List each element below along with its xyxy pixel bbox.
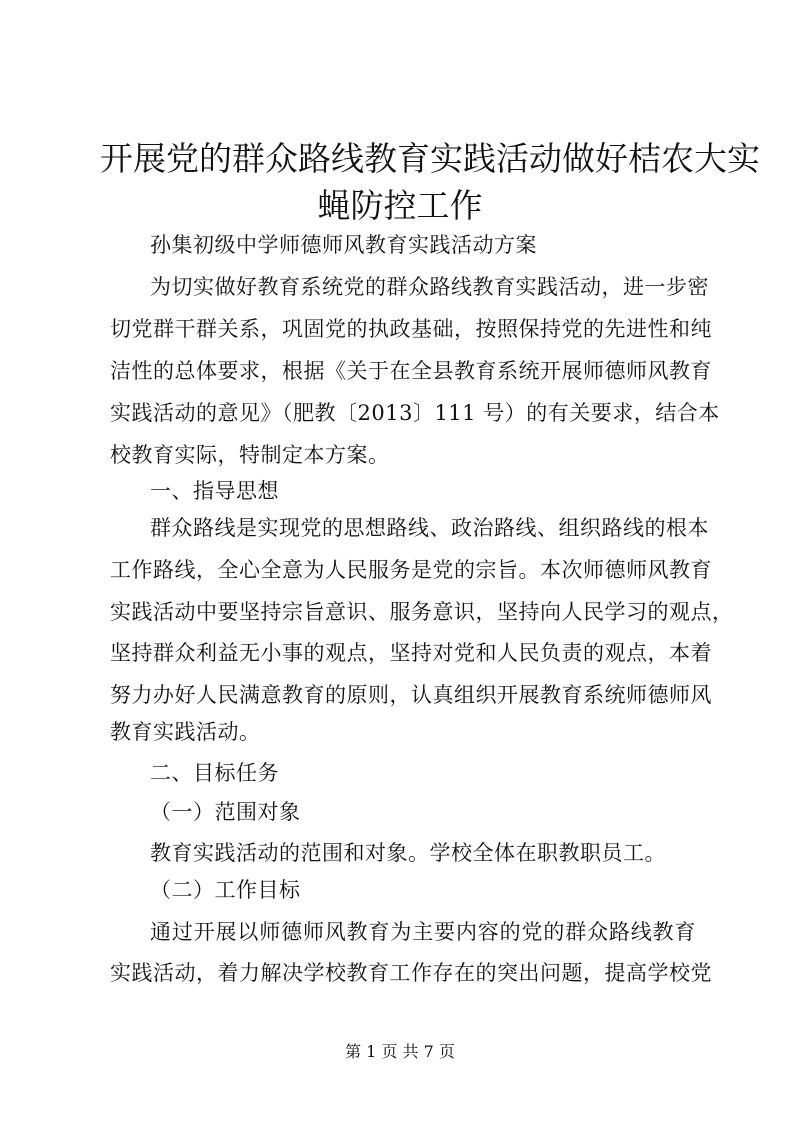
document-subtitle: 孙集初级中学师德师风教育实践活动方案: [150, 233, 537, 257]
document-title-line-1: 开展党的群众路线教育实践活动做好桔农大实: [100, 139, 760, 178]
subsection-heading-scope: （一）范围对象: [150, 800, 301, 824]
intro-line: 洁性的总体要求，根据《关于在全县教育系统开展师德师风教育: [110, 359, 712, 383]
subsection-scope-text: 教育实践活动的范围和对象。学校全体在职教职员工。: [150, 841, 666, 865]
section2-line: 实践活动，着力解决学校教育工作存在的突出问题，提高学校党: [110, 961, 712, 985]
section1-line: 工作路线，全心全意为人民服务是党的宗旨。本次师德师风教育: [110, 558, 712, 582]
document-title-line-2: 蝇防控工作: [317, 186, 483, 225]
section1-line: 坚持群众利益无小事的观点，坚持对党和人民负责的观点，本着: [110, 641, 712, 665]
section2-line: 通过开展以师德师风教育为主要内容的党的群众路线教育: [150, 920, 696, 944]
section1-line: 努力办好人民满意教育的原则，认真组织开展教育系统师德师风: [110, 683, 712, 707]
subsection-heading-work-goals: （二）工作目标: [150, 878, 301, 902]
section-heading-guiding-thought: 一、指导思想: [150, 479, 279, 503]
section1-line: 群众路线是实现党的思想路线、政治路线、组织路线的根本: [150, 516, 709, 540]
section1-line: 教育实践活动。: [110, 720, 261, 744]
intro-line: 校教育实际，特制定本方案。: [110, 443, 390, 467]
intro-line: 实践活动的意见》（肥教〔2013〕111 号）的有关要求，结合本: [110, 401, 720, 425]
intro-line: 切党群干群关系，巩固党的执政基础，按照保持党的先进性和纯: [110, 317, 712, 341]
section1-line: 实践活动中要坚持宗旨意识、服务意识，坚持向人民学习的观点，: [110, 600, 734, 624]
intro-line: 为切实做好教育系统党的群众路线教育实践活动，进一步密: [150, 275, 709, 299]
page-number-footer: 第 1 页 共 7 页: [345, 1042, 455, 1061]
section-heading-goals-tasks: 二、目标任务: [150, 761, 279, 785]
